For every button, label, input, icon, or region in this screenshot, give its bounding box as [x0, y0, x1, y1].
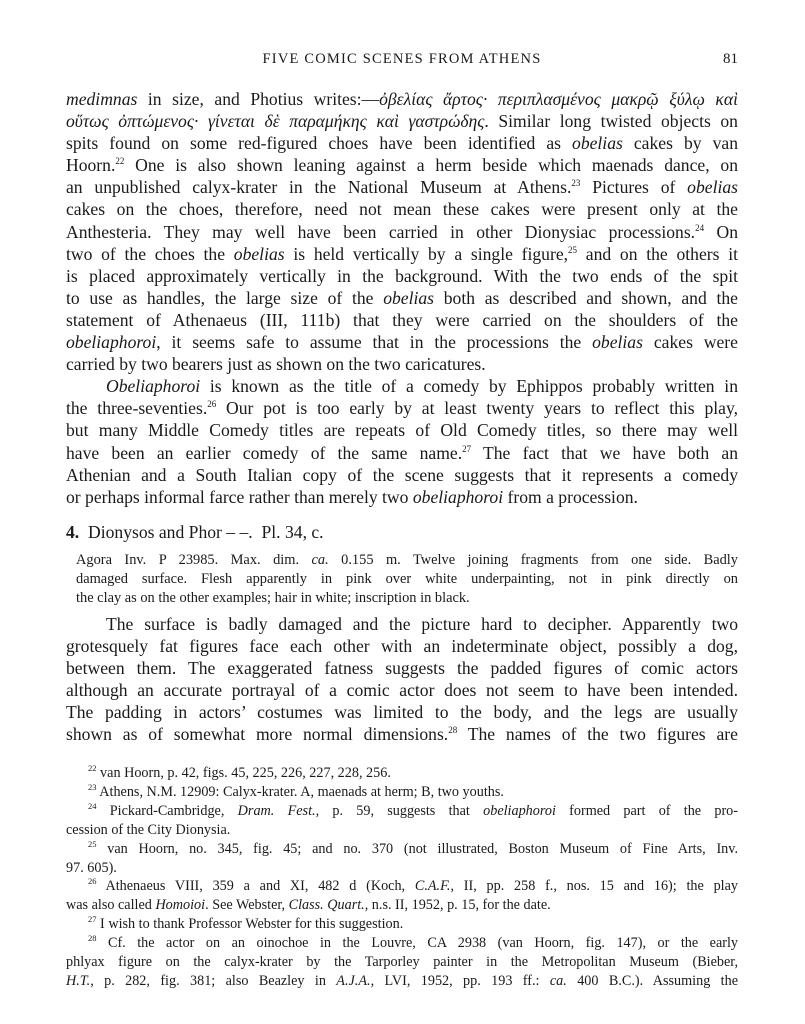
footnote-28: $^{28}$ Cf. the actor on an oinochoe in the Louvre, CA 2938 (van Hoorn, fig. 147), or the early: [88, 933, 738, 952]
catalog-entry: [76, 551, 738, 608]
text-line: statement of Athenaeus (III, 111b) that they were carried on the shoulders of the: [66, 309, 738, 330]
text-line: is placed approximately vertically in the background. With the two ends of the spit: [66, 265, 738, 286]
footnote-24-cont: cession of the City Dionysia.: [66, 821, 231, 838]
text-line: but many Middle Comedy titles are repeats of Old Comedy titles, so there may well: [66, 420, 738, 441]
footnote-27: $^{27}$ I wish to thank Professor Webster for this suggestion.: [88, 914, 404, 933]
footnote-24: $^{24}$ Pickard-Cambridge, Dram. Fest., p. 59, suggests that obeliaphoroi formed part of the pro-: [88, 800, 738, 819]
text-line: cakes on the choes, therefore, need not mean these cakes were present only at the: [66, 199, 738, 220]
text-line: Athenian and a South Italian copy of the scene suggests that it represents a comedy: [66, 464, 738, 485]
text-line: two of the choes the obelias is held vertically by a single figure,$^{25}$ and on the others it: [66, 243, 738, 264]
section-heading: [66, 522, 738, 543]
body-text-section-4: [66, 613, 738, 746]
footnote-23: $^{23}$ Athens, N.M. 12909: Calyx-krater. A, maenads at herm; B, two youths.: [88, 781, 504, 800]
text-line: grotesquely fat figures face each other with an indeterminate object, possibly a dog,: [66, 636, 738, 657]
text-line: spits found on some red-figured choes have been identified as obelias cakes by van: [66, 133, 738, 154]
catalog-line: damaged surface. Flesh apparently in pink over white underpainting, not in pink directly on: [76, 571, 738, 587]
footnote-ref-26[interactable]: 26: [207, 399, 217, 410]
text-line: to use as handles, the large size of the obelias both as described and shown, and the: [66, 287, 738, 308]
text-line: Obeliaphoroi is known as the title of a comedy by Ephippos probably written in: [106, 376, 738, 397]
running-title: FIVE COMIC SCENES FROM ATHENS: [262, 51, 542, 67]
text-line: οὕτως ὀπτώμενος· γίνεται δὲ παραμήκης καὶ γαστρώδης. Similar long twisted objects on: [66, 111, 738, 132]
section-number: 4.: [66, 522, 80, 542]
text-line: or perhaps informal farce rather than merely two obeliaphoroi from a procession.: [66, 486, 638, 507]
footnotes: [66, 764, 738, 991]
text-line: although an accurate portrayal of a comic actor does not seem to have been intended.: [66, 680, 738, 701]
text-line: the three-seventies.$^{26}$ Our pot is too early by at least twenty years to reflect this play,: [66, 398, 738, 419]
body-text: [66, 88, 738, 508]
paragraph-obeliaphoroi: [66, 375, 738, 508]
text-line: The padding in actors’ costumes was limited to the body, and the legs are usually: [66, 702, 738, 723]
text-line: obeliaphoroi, it seems safe to assume that in the processions the obelias cakes were: [66, 332, 738, 353]
text-line: medimnas in size, and Photius writes:—ὀβελίας ἄρτος· περιπλασμένος μακρῷ ξύλῳ καὶ: [66, 89, 738, 109]
footnote-ref-23[interactable]: 23: [571, 178, 581, 189]
footnote-ref-22[interactable]: 22: [115, 156, 125, 167]
plate-reference: Pl. 34, c.: [261, 522, 324, 542]
footnote-28-cont: H.T., p. 282, fig. 381; also Beazley in A.J.A., LVI, 1952, pp. 193 ff.: ca. 400 B.C.). Assuming the: [66, 972, 739, 989]
footnote-ref-27[interactable]: 27: [462, 443, 472, 454]
text-line: Anthesteria. They may well have been carried in other Dionysiac processions.$^{24}$ On: [66, 221, 739, 242]
text-line: carried by two bearers just as shown on the two caricatures.: [66, 354, 486, 375]
page-number: 81: [723, 51, 738, 67]
text-line: The surface is badly damaged and the picture hard to decipher. Apparently two: [106, 614, 738, 634]
footnote-25-cont: 97. 605).: [66, 859, 117, 876]
footnote-ref-25[interactable]: 25: [568, 244, 578, 255]
text-line: between them. The exaggerated fatness suggests the padded figures of comic actors: [66, 658, 738, 679]
text-line: an unpublished calyx-krater in the National Museum at Athens.$^{23}$ Pictures of obelias: [66, 177, 738, 198]
text-line: Hoorn.$^{22}$ One is also shown leaning against a herm beside which maenads dance, on: [66, 155, 738, 176]
footnote-28-cont: phlyax figure on the calyx-krater by the Tarporley painter in the Metropolitan Museum (Bieber,: [66, 954, 738, 971]
footnote-26-cont: was also called Homoioi. See Webster, Class. Quart., n.s. II, 1952, p. 15, for the date.: [66, 897, 551, 914]
paragraph-obelias: [66, 88, 738, 375]
footnote-ref-28[interactable]: 28: [448, 725, 458, 736]
running-header: [66, 51, 738, 73]
catalog-line: Agora Inv. P 23985. Max. dim. ca. 0.155 m. Twelve joining fragments from one side. Badly: [76, 552, 738, 568]
text-line: shown as of somewhat more normal dimensions.$^{28}$ The names of the two figures are: [66, 724, 738, 745]
footnote-22: $^{22}$ van Hoorn, p. 42, figs. 45, 225, 226, 227, 228, 256.: [88, 763, 391, 781]
section-title: Dionysos and Phor – –.: [88, 522, 253, 542]
footnote-26: $^{26}$ Athenaeus VIII, 359 a and XI, 482 d (Koch, C.A.F., II, pp. 258 f., nos. 15 and 16); the play: [88, 876, 739, 895]
footnote-25: $^{25}$ van Hoorn, no. 345, fig. 45; and no. 370 (not illustrated, Boston Museum of Fine Arts, Inv.: [88, 838, 738, 857]
footnote-ref-24[interactable]: 24: [695, 222, 705, 233]
text-line: have been an earlier comedy of the same name.$^{27}$ The fact that we have both an: [66, 442, 738, 463]
catalog-line: the clay as on the other examples; hair in white; inscription in black.: [76, 590, 470, 606]
